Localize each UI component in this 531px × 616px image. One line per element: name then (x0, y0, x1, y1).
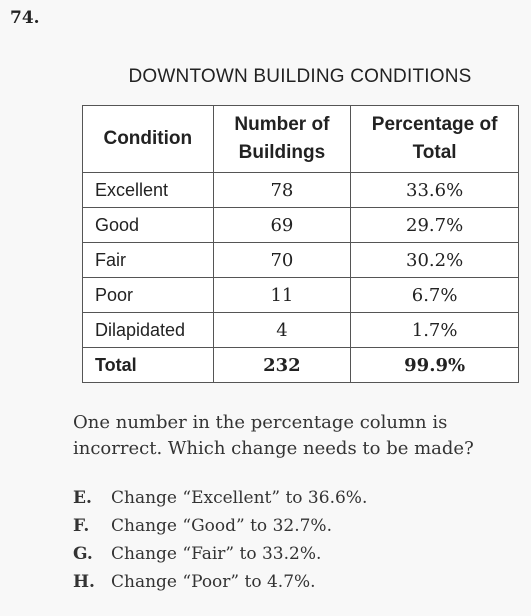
cell-percentage: 30.2% (351, 243, 519, 278)
header-condition: Condition (83, 106, 214, 173)
cell-number: 78 (213, 173, 351, 208)
table-row (83, 208, 519, 243)
answer-choice-h[interactable] (73, 568, 523, 596)
answer-choice-e[interactable] (73, 484, 523, 512)
choice-letter: F. (73, 516, 90, 536)
question-number: 74. (10, 8, 40, 28)
cell-condition: Dilapidated (83, 313, 214, 348)
cell-number: 11 (213, 278, 351, 313)
choice-text: Change “Poor” to 4.7%. (111, 572, 316, 592)
header-number-text: Number of Buildings (234, 114, 330, 163)
choice-letter: E. (73, 488, 92, 508)
header-percentage-of-total (351, 106, 519, 173)
table-row (83, 278, 519, 313)
table-row (83, 313, 519, 348)
choice-letter: H. (73, 572, 95, 592)
question-text: One number in the percentage column is incorrect. Which change needs to be made? (73, 412, 474, 459)
choice-text: Change “Fair” to 33.2%. (111, 544, 322, 564)
cell-number: 70 (213, 243, 351, 278)
building-conditions-table (82, 105, 519, 383)
choice-text: Change “Good” to 32.7%. (111, 516, 332, 536)
answer-choice-g[interactable] (73, 540, 523, 568)
cell-percentage: 33.6% (351, 173, 519, 208)
total-percentage: 99.9% (351, 348, 519, 383)
table-total-row (83, 348, 519, 383)
table-row (83, 173, 519, 208)
choice-text: Change “Excellent” to 36.6%. (111, 488, 368, 508)
cell-percentage: 1.7% (351, 313, 519, 348)
cell-number: 69 (213, 208, 351, 243)
answer-choice-f[interactable] (73, 512, 523, 540)
cell-condition: Good (83, 208, 214, 243)
cell-condition: Poor (83, 278, 214, 313)
table-title: DOWNTOWN BUILDING CONDITIONS (128, 66, 472, 87)
choice-letter: G. (73, 544, 93, 564)
cell-condition: Fair (83, 243, 214, 278)
table-row (83, 243, 519, 278)
total-number: 232 (213, 348, 351, 383)
cell-condition: Excellent (83, 173, 214, 208)
cell-percentage: 6.7% (351, 278, 519, 313)
cell-percentage: 29.7% (351, 208, 519, 243)
header-percentage-text: Percentage of Total (371, 114, 498, 163)
header-number-of-buildings (213, 106, 351, 173)
total-label: Total (83, 348, 214, 383)
table-header-row (83, 106, 519, 173)
cell-number: 4 (213, 313, 351, 348)
answer-choices (73, 484, 523, 596)
